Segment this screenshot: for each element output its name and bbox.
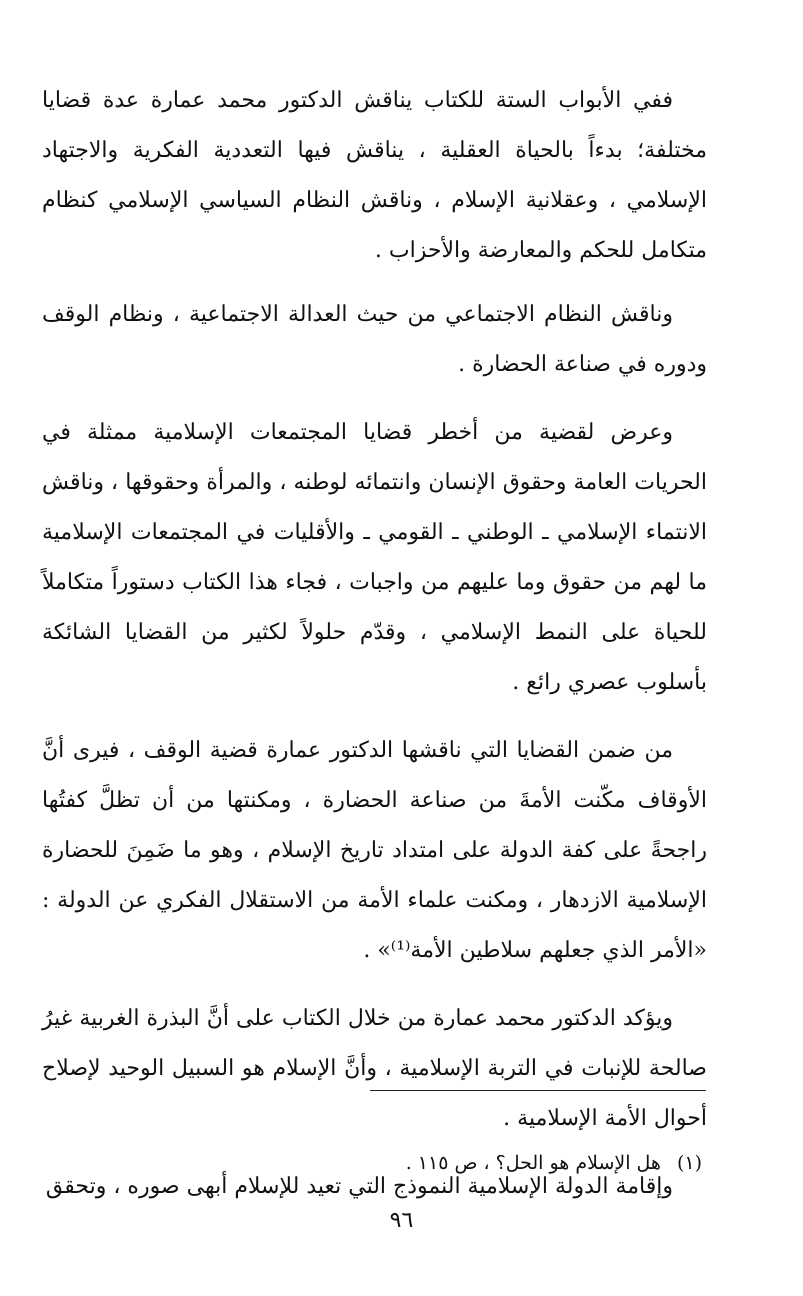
footnote-text: هل الإسلام هو الحل؟ ، ص ١١٥ . [405, 1152, 661, 1174]
paragraph-3: وعرض لقضية من أخطر قضايا المجتمعات الإسلامية ممثلة في الحريات العامة وحقوق الإنسان وانتمائه لوطنه ، والمرأة وحقوقها ، وناقش الانتماء الإسلامي ـ الوطني ـ القومي ـ والأقليات في المجتمعات الإسلامية ما لهم من حقوق وما عليهم من واجبات ، فجاء هذا الكتاب دستوراً متكاملاً للحياة على النمط الإسلامي ، وقدّم حلولاً لكثير من القضايا الشائكة بأسلوب عصري رائع . [42, 420, 707, 695]
footnote-divider [370, 1090, 706, 1091]
footnote-number: (١) [676, 1152, 702, 1174]
body-text [42, 76, 707, 1230]
footnote [42, 1148, 702, 1178]
paragraph-2: وناقش النظام الاجتماعي من حيث العدالة الاجتماعية ، ونظام الوقف ودوره في صناعة الحضارة . [42, 302, 707, 377]
paragraph-4: من ضمن القضايا التي ناقشها الدكتور عمارة قضية الوقف ، فيرى أنَّ الأوقاف مكّنت الأمةَ من صناعة الحضارة ، ومكنتها من أن تظلَّ كفتُها راجحةً على كفة الدولة على امتداد تاريخ الإسلام ، وهو ما ضَمِنَ للحضارة الإسلامية الازدهار ، ومكنت علماء الأمة من الاستقلال الفكري عن الدولة : «الأمر الذي جعلهم سلاطين الأمة⁽¹⁾» . [42, 738, 707, 963]
page-number: ٩٦ [389, 1208, 414, 1233]
paragraph-5: ويؤكد الدكتور محمد عمارة من خلال الكتاب على أنَّ البذرة الغربية غيرُ صالحة للإنبات في التربة الإسلامية ، وأنَّ الإسلام هو السبيل الوحيد لإصلاح أحوال الأمة الإسلامية . [42, 1006, 707, 1131]
paragraph-6: وإقامة الدولة الإسلامية النموذج التي تعيد للإسلام أبهى صوره ، وتحقق [45, 1174, 673, 1199]
paragraph-1: ففي الأبواب الستة للكتاب يناقش الدكتور محمد عمارة عدة قضايا مختلفة؛ بدءاً بالحياة العقلية ، يناقش فيها التعددية الفكرية والاجتهاد الإسلامي ، وعقلانية الإسلام ، وناقش النظام السياسي الإسلامي كنظام متكامل للحكم والمعارضة والأحزاب . [42, 88, 707, 263]
